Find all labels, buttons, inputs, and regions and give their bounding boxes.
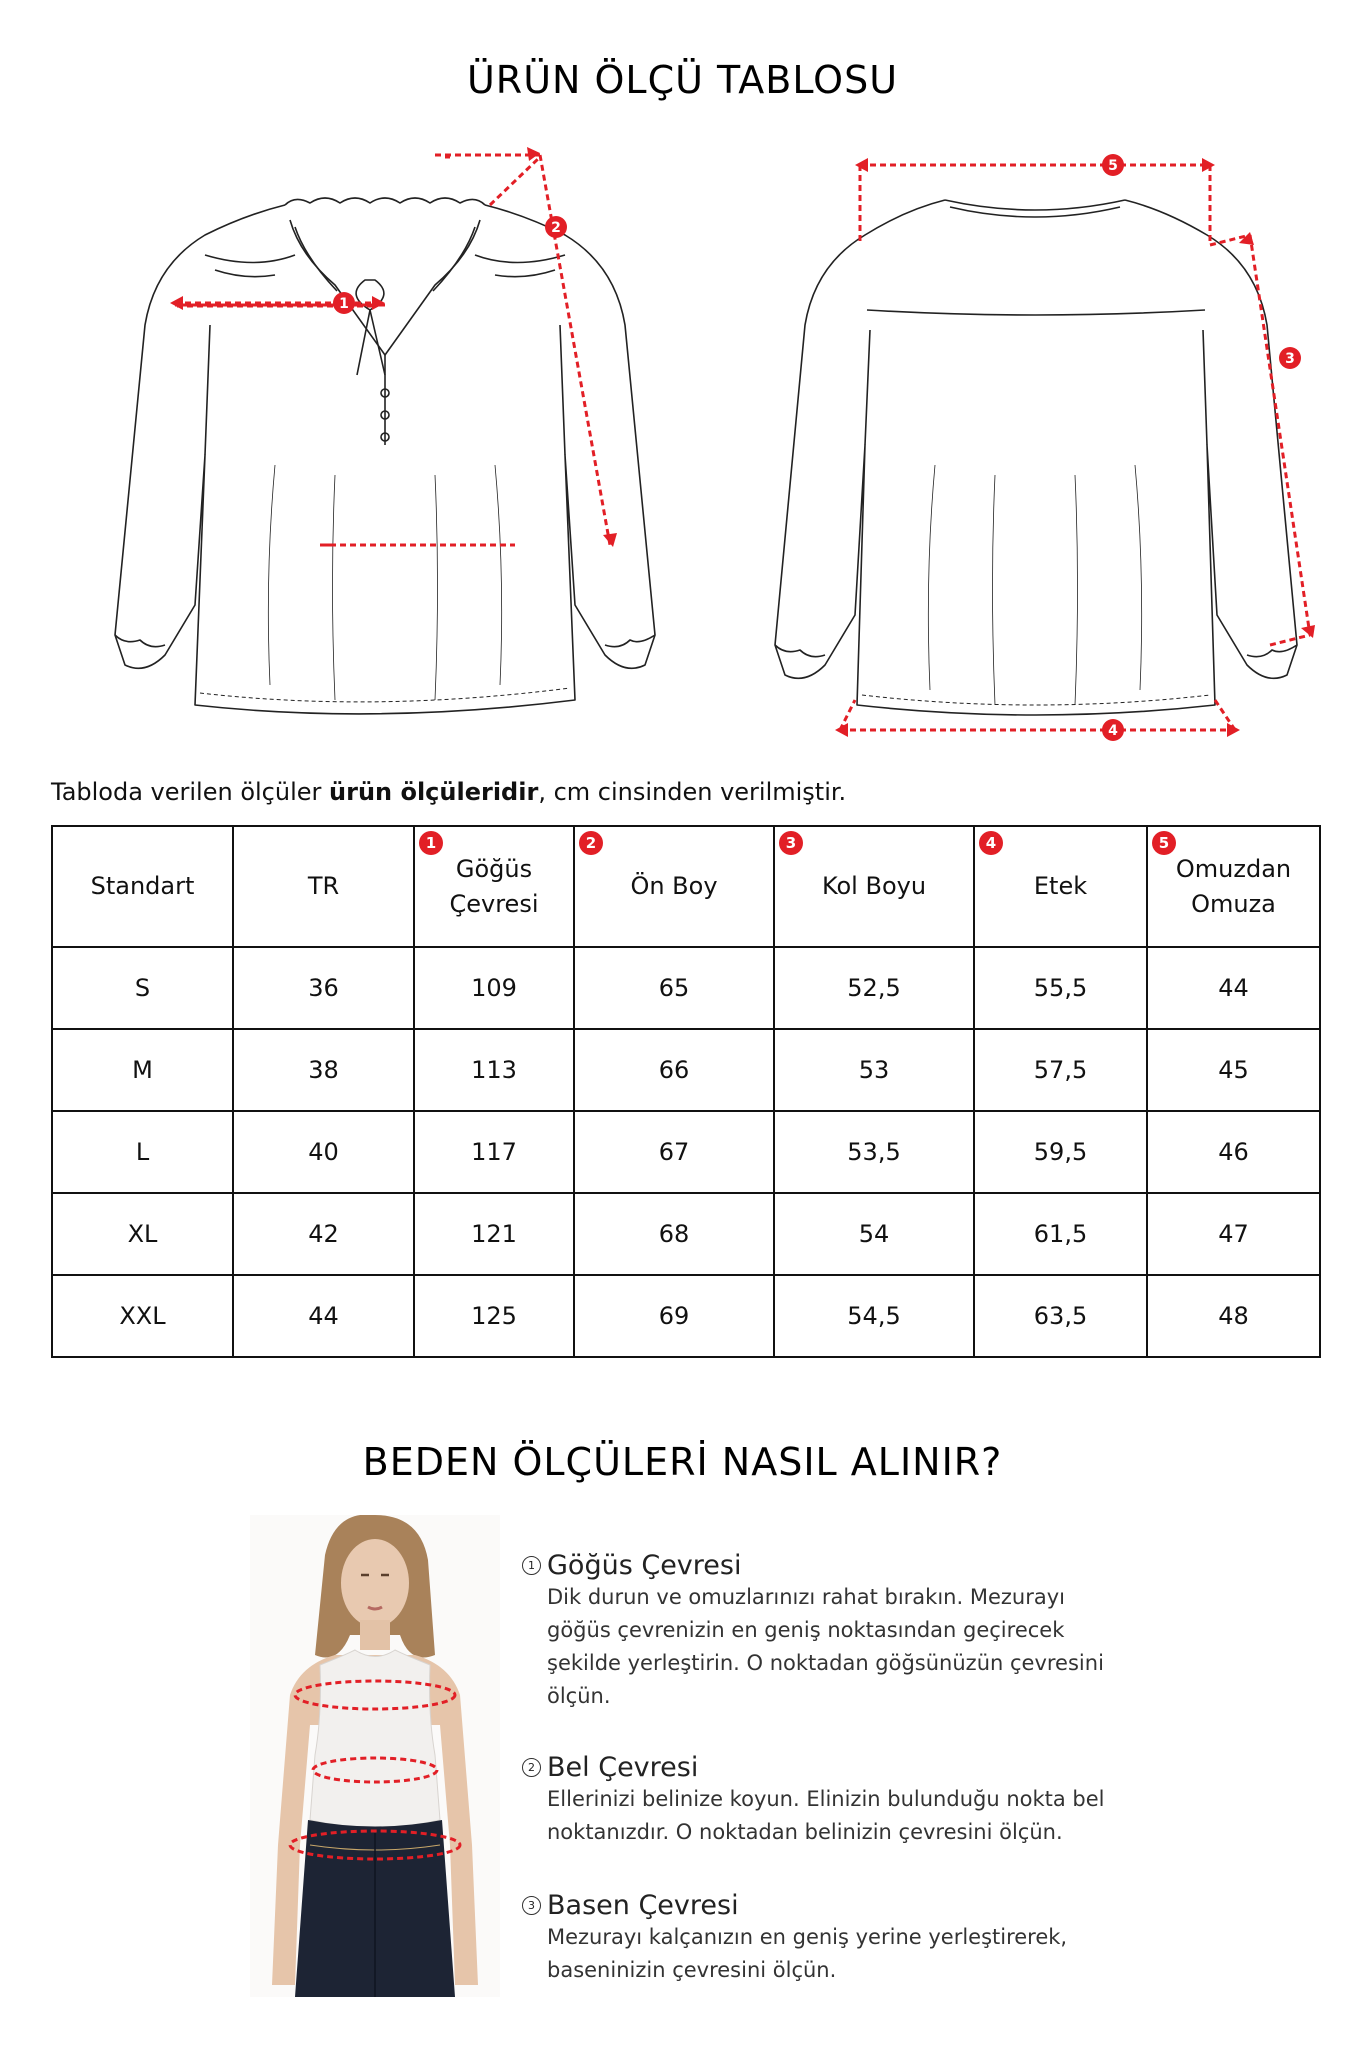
size-table xyxy=(51,825,1321,1358)
cell: 55,5 xyxy=(974,947,1147,1029)
cell: 69 xyxy=(574,1275,774,1357)
cell: M xyxy=(52,1029,233,1111)
marker-1: 1 xyxy=(339,296,349,312)
table-row xyxy=(52,1193,1320,1275)
header-gogus-cevresi: 1 Göğüs Çevresi xyxy=(414,826,574,947)
cell: 36 xyxy=(233,947,414,1029)
cell: 113 xyxy=(414,1029,574,1111)
model-figure xyxy=(250,1515,500,1997)
cell: 44 xyxy=(233,1275,414,1357)
marker-4: 4 xyxy=(1108,723,1118,739)
cell: 68 xyxy=(574,1193,774,1275)
header-etek: 4 Etek xyxy=(974,826,1147,947)
blouse-back-sketch xyxy=(745,145,1325,755)
number-1-icon: 1 xyxy=(522,1556,541,1575)
cell: 109 xyxy=(414,947,574,1029)
cell: 38 xyxy=(233,1029,414,1111)
page-title: ÜRÜN ÖLÇÜ TABLOSU xyxy=(466,58,899,102)
table-row xyxy=(52,1275,1320,1357)
cell: 48 xyxy=(1147,1275,1320,1357)
header-omuzdan-omuza: 5 Omuzdan Omuza xyxy=(1147,826,1320,947)
badge-5: 5 xyxy=(1152,831,1176,855)
cell: 40 xyxy=(233,1111,414,1193)
blouse-front-sketch xyxy=(95,145,695,735)
cell: 66 xyxy=(574,1029,774,1111)
badge-3: 3 xyxy=(779,831,803,855)
cell: 65 xyxy=(574,947,774,1029)
table-header-row xyxy=(52,826,1320,947)
badge-2: 2 xyxy=(579,831,603,855)
cell: 45 xyxy=(1147,1029,1320,1111)
table-note: Tabloda verilen ölçüler ürün ölçüleridir, cm cinsinden verilmiştir. xyxy=(51,778,847,806)
cell: 44 xyxy=(1147,947,1320,1029)
cell: 53,5 xyxy=(774,1111,974,1193)
cell: 52,5 xyxy=(774,947,974,1029)
cell: 125 xyxy=(414,1275,574,1357)
cell: 54,5 xyxy=(774,1275,974,1357)
cell: L xyxy=(52,1111,233,1193)
how-to-measure-title: BEDEN ÖLÇÜLERİ NASIL ALINIR? xyxy=(362,1440,1003,1484)
cell: 121 xyxy=(414,1193,574,1275)
table-row xyxy=(52,1029,1320,1111)
marker-2: 2 xyxy=(551,220,561,236)
marker-3: 3 xyxy=(1285,351,1295,367)
how-item-hip: 3 Basen Çevresi Mezurayı kalçanızın en geniş yerine yerleştirerek, baseninizin çevresini ölçün. xyxy=(522,1890,1162,1987)
cell: 59,5 xyxy=(974,1111,1147,1193)
number-3-icon: 3 xyxy=(522,1896,541,1915)
cell: 53 xyxy=(774,1029,974,1111)
cell: XXL xyxy=(52,1275,233,1357)
table-row xyxy=(52,1111,1320,1193)
badge-1: 1 xyxy=(419,831,443,855)
header-tr: TR xyxy=(233,826,414,947)
cell: 63,5 xyxy=(974,1275,1147,1357)
header-kol-boyu: 3 Kol Boyu xyxy=(774,826,974,947)
cell: 42 xyxy=(233,1193,414,1275)
how-item-waist: 2 Bel Çevresi Ellerinizi belinize koyun. Elinizin bulunduğu nokta bel noktanızdır. O noktadan belinizin çevresini ölçün. xyxy=(522,1752,1162,1849)
cell: 117 xyxy=(414,1111,574,1193)
cell: 61,5 xyxy=(974,1193,1147,1275)
how-item-chest: 1 Göğüs Çevresi Dik durun ve omuzlarınızı rahat bırakın. Mezurayı göğüs çevrenizin en geniş noktasından geçirecek şekilde yerleştirin. O noktadan göğsünüzün çevresini ölçün. xyxy=(522,1550,1162,1713)
cell: XL xyxy=(52,1193,233,1275)
cell: 54 xyxy=(774,1193,974,1275)
marker-5: 5 xyxy=(1108,158,1118,174)
cell: S xyxy=(52,947,233,1029)
cell: 67 xyxy=(574,1111,774,1193)
number-2-icon: 2 xyxy=(522,1758,541,1777)
cell: 46 xyxy=(1147,1111,1320,1193)
cell: 47 xyxy=(1147,1193,1320,1275)
cell: 57,5 xyxy=(974,1029,1147,1111)
table-row xyxy=(52,947,1320,1029)
header-standart: Standart xyxy=(52,826,233,947)
header-on-boy: 2 Ön Boy xyxy=(574,826,774,947)
badge-4: 4 xyxy=(979,831,1003,855)
